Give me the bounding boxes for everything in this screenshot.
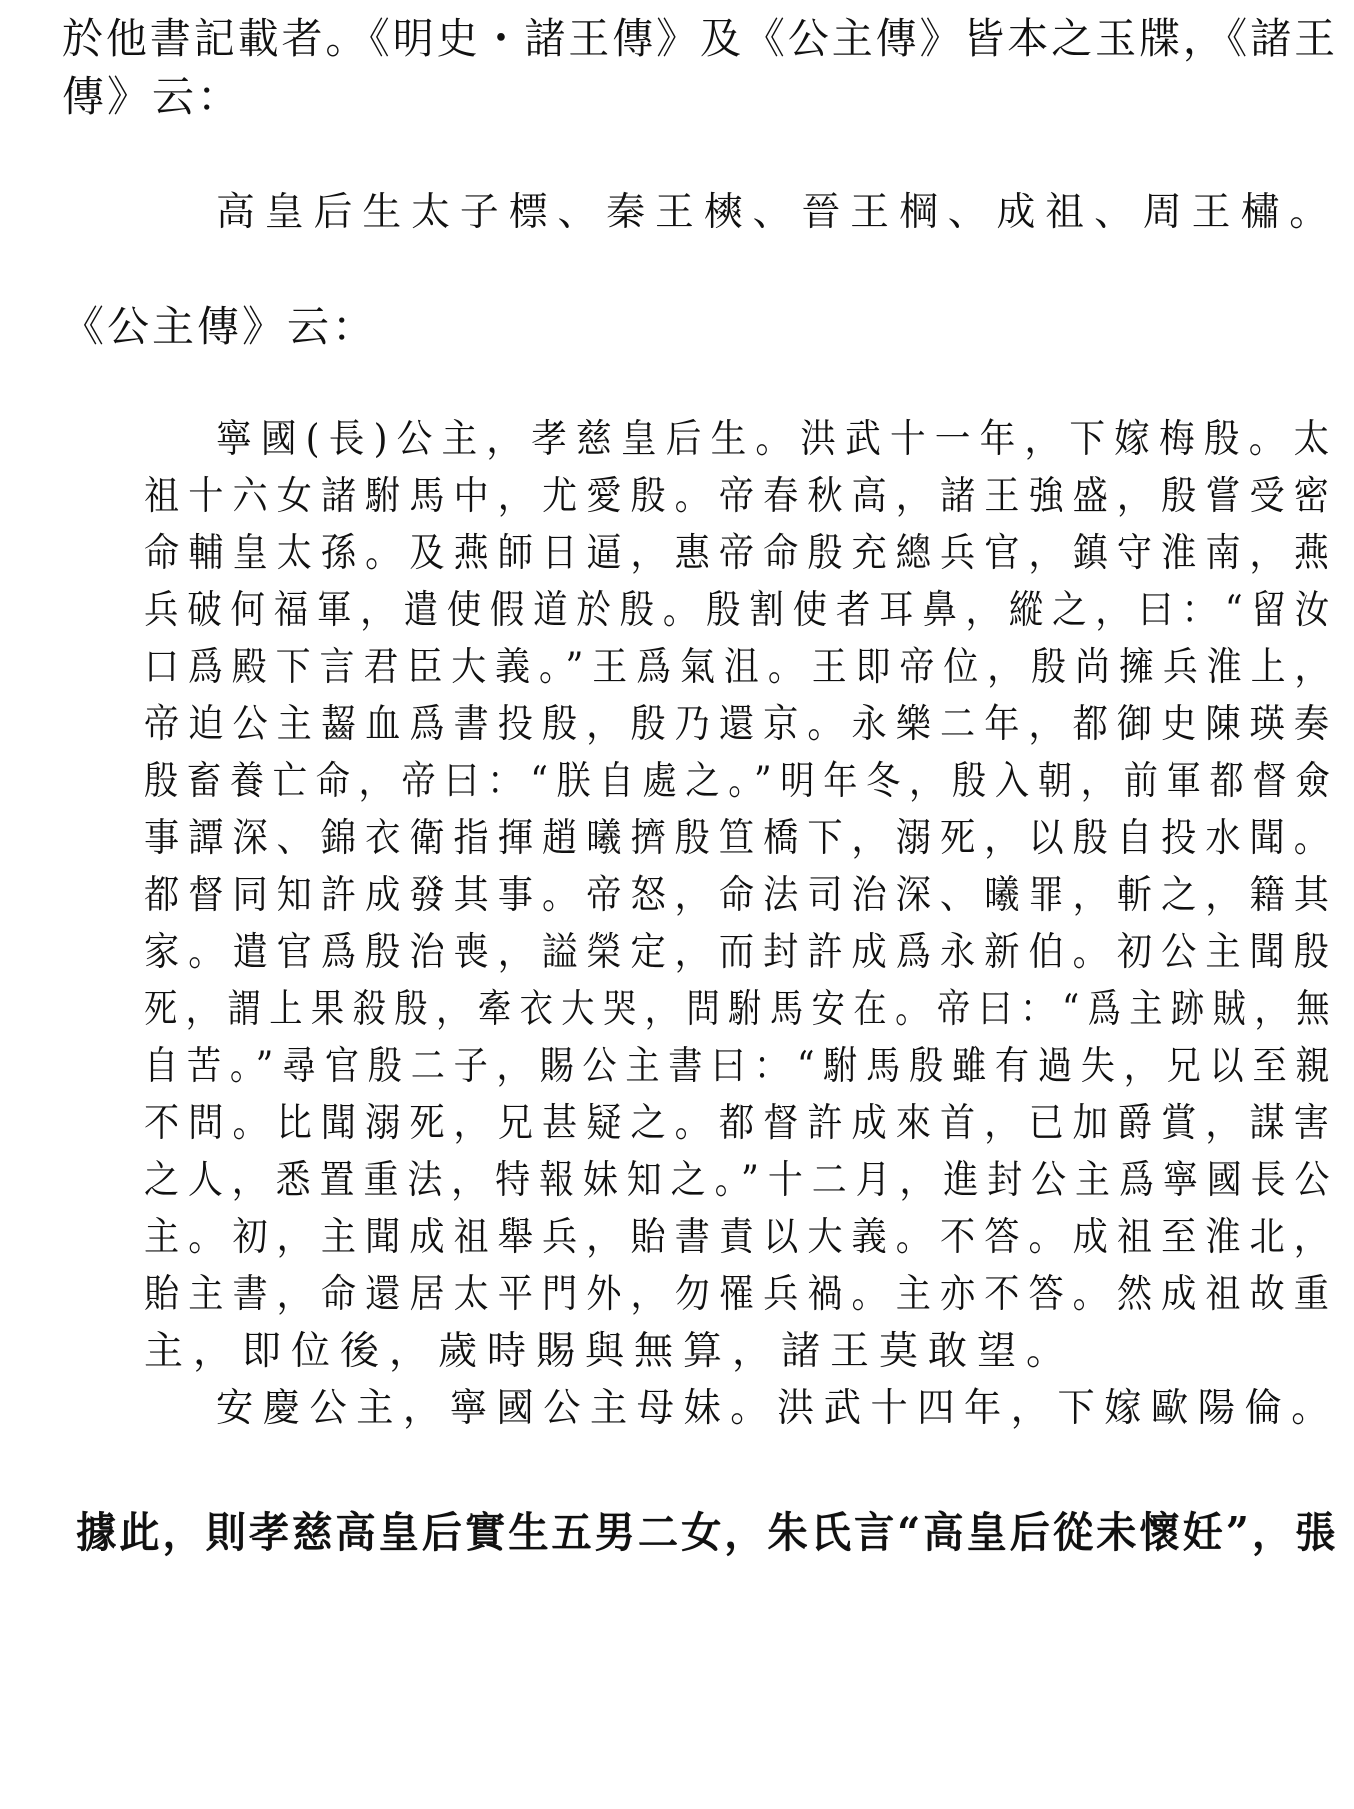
intro-line-2: 傳》云： <box>62 72 243 121</box>
intro-line-1: 於他書記載者。《明史・諸王傳》及《公主傳》皆本之玉牒，《諸王 <box>62 14 1339 63</box>
quote-line: 祖十六女諸駙馬中，尤愛殷。帝春秋高，諸王強盛，殷嘗受密 <box>144 474 1339 519</box>
quote-line: 主，即位後，歲時賜與無算，諸王莫敢望。 <box>144 1329 1076 1374</box>
conclusion-line: 據此，則孝慈高皇后實生五男二女，朱氏言“高皇后從未懷妊”，張 <box>76 1508 1339 1557</box>
quote-line: 死，謂上果殺殷，牽衣大哭，問駙馬安在。帝曰：“爲主跡賊，無 <box>144 987 1338 1032</box>
quote-line: 兵破何福軍，遣使假道於殷。殷割使者耳鼻，縱之，曰：“留汝 <box>144 588 1338 633</box>
quote-anqing: 安慶公主，寧國公主母妹。洪武十四年，下嫁歐陽倫。 <box>216 1386 1339 1431</box>
quote-line: 口爲殿下言君臣大義。”王爲氣沮。王即帝位，殷尚擁兵淮上， <box>144 645 1339 690</box>
quote-line: 之人，悉置重法，特報妹知之。”十二月，進封公主爲寧國長公 <box>144 1158 1339 1203</box>
quote-line: 命輔皇太孫。及燕師日逼，惠帝命殷充總兵官，鎮守淮南，燕 <box>144 531 1339 576</box>
quote-line: 都督同知許成發其事。帝怒，命法司治深、曦罪，斬之，籍其 <box>144 873 1339 918</box>
quote-line: 事譚深、錦衣衛指揮趙曦擠殷笪橋下，溺死，以殷自投水聞。 <box>144 816 1339 861</box>
quote-line: 家。遣官爲殷治喪，謚榮定，而封許成爲永新伯。初公主聞殷 <box>144 930 1339 975</box>
section-label-gongzhu: 《公主傳》云： <box>62 302 378 351</box>
quote-line: 不問。比聞溺死，兄甚疑之。都督許成來首，已加爵賞，謀害 <box>144 1101 1339 1146</box>
quote-line: 帝迫公主齧血爲書投殷，殷乃還京。永樂二年，都御史陳瑛奏 <box>144 702 1339 747</box>
quote-line: 主。初，主聞成祖舉兵，貽書責以大義。不答。成祖至淮北， <box>144 1215 1339 1260</box>
quote-line: 自苦。”尋官殷二子，賜公主書曰：“駙馬殷雖有過失，兄以至親 <box>144 1044 1339 1089</box>
quote-zhuwang: 高皇后生太子標、秦王樉、晉王棡、成祖、周王橚。 <box>216 190 1339 235</box>
quote-line: 殷畜養亡命，帝曰：“朕自處之。”明年冬，殷入朝，前軍都督僉 <box>144 759 1339 804</box>
quote-line: 貽主書，命還居太平門外，勿罹兵禍。主亦不答。然成祖故重 <box>144 1272 1339 1317</box>
quote-line: 寧國(長)公主，孝慈皇后生。洪武十一年，下嫁梅殷。太 <box>216 417 1339 462</box>
